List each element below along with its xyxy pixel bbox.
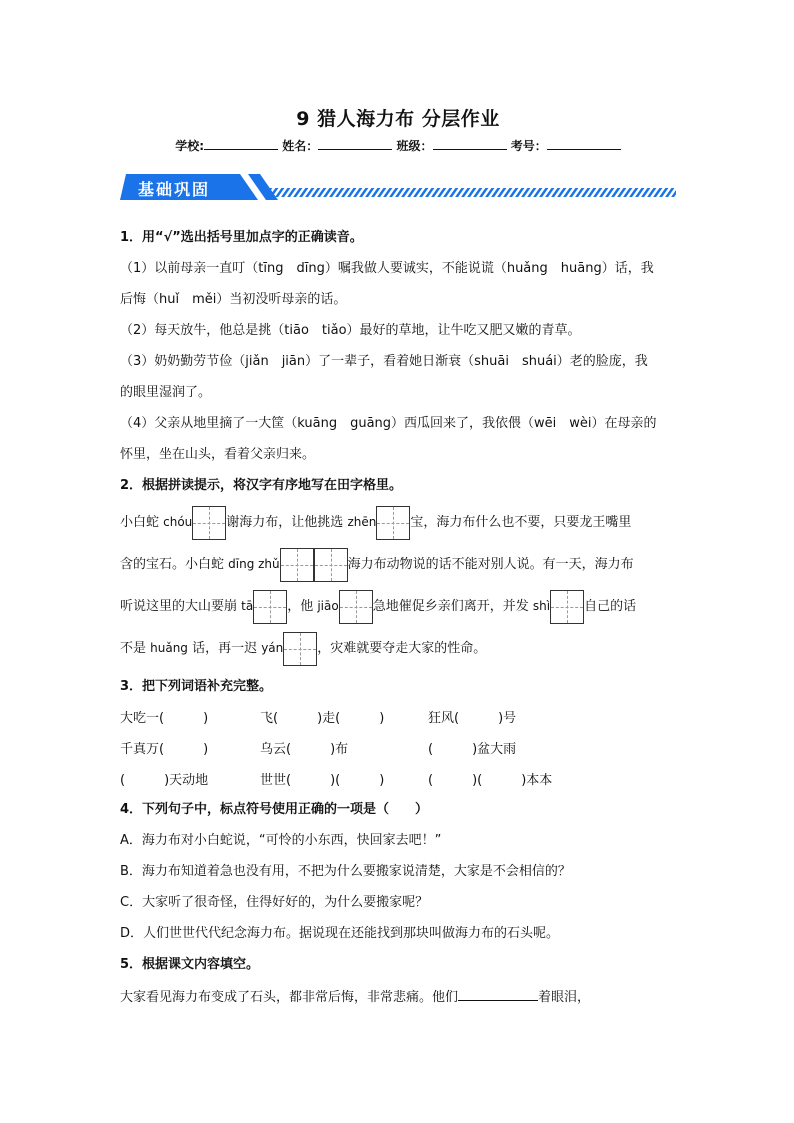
q4-option-c[interactable]: C．大家听了很奇怪，住得好好的，为什么要搬家呢？ <box>120 895 429 910</box>
pinyin-hint: yán <box>261 641 284 655</box>
q2-line-4 <box>120 630 676 667</box>
q2-text: 海力布动物说的话不能对别人说。有一天，海力布 <box>347 557 634 572</box>
q3-title: 3．把下列词语补充完整。 <box>120 679 273 694</box>
pinyin-hint: tā <box>241 599 254 613</box>
tianzi-box[interactable] <box>283 632 317 666</box>
q1-line-7: 怀里，坐在山头，看着父亲归来。 <box>120 447 316 462</box>
q5-text: 着眼泪， <box>538 990 591 1005</box>
tianzi-box[interactable] <box>192 506 226 540</box>
tianzi-box[interactable] <box>280 548 314 582</box>
idiom-blank[interactable]: 狂风( )号 <box>428 711 517 726</box>
pinyin-hint: jiāo <box>317 599 339 613</box>
tianzi-box[interactable] <box>550 590 584 624</box>
q2-text: 自己的话 <box>584 599 637 614</box>
q2-text: 谢海力布，让他挑选 <box>226 515 348 530</box>
pinyin-hint: zhēn <box>347 515 377 529</box>
q2-line-1 <box>120 504 676 541</box>
idiom-blank[interactable]: 世世( )( ) <box>260 773 385 788</box>
q1-line-1: （1）以前母亲一直叮（tīng dīng）嘱我做人要诚实，不能说谎（huǎng huāng）话，我 <box>120 261 654 276</box>
student-info-row <box>120 137 676 154</box>
q1-line-6: （4）父亲从地里摘了一大筐（kuāng guāng）西瓜回来了，我依偎（wēi wèi）在母亲的 <box>120 416 657 431</box>
q2-text: 宝，海力布什么也不要，只要龙王嘴里 <box>410 515 632 530</box>
idiom-blank[interactable]: ( )天动地 <box>120 773 209 788</box>
idiom-blank[interactable]: ( )盆大雨 <box>428 742 517 757</box>
q5-fill-blank[interactable] <box>458 986 538 1001</box>
q2-text: ，灾难就要夺走大家的性命。 <box>317 641 487 656</box>
idiom-blank[interactable]: 千真万( ) <box>120 742 209 757</box>
q2-title: 2．根据拼读提示，将汉字有序地写在田字格里。 <box>120 478 403 493</box>
section-title: 基础巩固 <box>138 180 211 199</box>
tianzi-box[interactable] <box>253 590 287 624</box>
q1-line-2: 后悔（huǐ měi）当初没听母亲的话。 <box>120 292 347 307</box>
idiom-blank[interactable]: 乌云( )布 <box>260 742 349 757</box>
q4-option-d[interactable]: D．人们世世代代纪念海力布。据说现在还能找到那块叫做海力布的石头呢。 <box>120 926 560 941</box>
q1-line-5: 的眼里湿润了。 <box>120 385 212 400</box>
q5-text: 大家看见海力布变成了石头，都非常后悔，非常悲痛。他们 <box>120 990 459 1005</box>
q2-text: ，他 <box>287 599 318 614</box>
school-blank[interactable] <box>204 137 278 150</box>
q1-line-3: （2）每天放牛，他总是挑（tiāo tiǎo）最好的草地，让牛吃又肥又嫩的青草。 <box>120 323 581 338</box>
number-label: 考号： <box>510 139 547 153</box>
tianzi-box[interactable] <box>376 506 410 540</box>
q5-title: 5．根据课文内容填空。 <box>120 957 260 972</box>
name-blank[interactable] <box>318 137 392 150</box>
q2-text: 话，再一迟 <box>187 641 262 656</box>
q2-text: 急地催促乡亲们离开，并发 <box>372 599 533 614</box>
pinyin-hint: huǎng <box>150 641 188 655</box>
idiom-blank[interactable]: ( )( )本本 <box>428 773 553 788</box>
q2-line-3 <box>120 588 676 625</box>
tianzi-box[interactable] <box>314 548 348 582</box>
q4-option-b[interactable]: B．海力布知道着急也没有用，不把为什么要搬家说清楚，大家是不会相信的？ <box>120 864 571 879</box>
pinyin-hint: shì <box>532 599 551 613</box>
q2-text: 听说这里的大山要崩 <box>120 599 242 614</box>
q2-text: 不是 <box>120 641 151 656</box>
name-label: 姓名： <box>282 139 319 153</box>
number-blank[interactable] <box>547 137 621 150</box>
q5-line-1 <box>120 986 676 1008</box>
idiom-blank[interactable]: 大吃一( ) <box>120 711 209 726</box>
school-label: 学校: <box>175 139 205 153</box>
class-label: 班级： <box>396 139 433 153</box>
pinyin-hint: dīng zhǔ <box>228 557 280 571</box>
class-blank[interactable] <box>433 137 507 150</box>
q1-line-4: （3）奶奶勤劳节俭（jiǎn jiān）了一辈子，看着她日渐衰（shuāi shuái）老的脸庞，我 <box>120 354 648 369</box>
q2-line-2 <box>120 546 676 583</box>
q2-text: 含的宝石。小白蛇 <box>120 557 229 572</box>
page-title: 9 猎人海力布 分层作业 <box>296 108 500 130</box>
tianzi-box[interactable] <box>339 590 373 624</box>
q4-option-a[interactable]: A．海力布对小白蛇说，“可怜的小东西，快回家去吧！” <box>120 833 442 848</box>
q1-title: 1．用“√”选出括号里加点字的正确读音。 <box>120 230 363 245</box>
q2-text: 小白蛇 <box>120 515 164 530</box>
q4-title: 4．下列句子中，标点符号使用正确的一项是（ ） <box>120 802 429 817</box>
idiom-blank[interactable]: 飞( )走( ) <box>260 711 385 726</box>
pinyin-hint: chóu <box>163 515 193 529</box>
banner-hatched-line <box>270 188 676 197</box>
